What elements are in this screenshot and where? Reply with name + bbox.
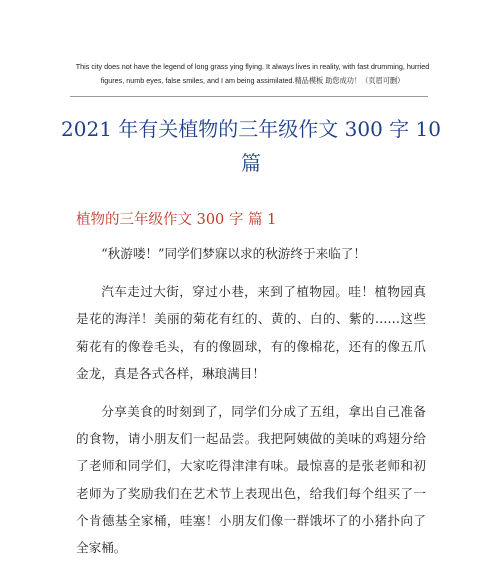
paragraph-3: 分享美食的时刻到了，同学们分成了五组，拿出自己准备的食物，请小朋友们一起品尝。我把阿姨做的美味的鸡翅分给了老师和同学们，大家吃得津津有味。最惊喜的是张老师和初老师为了奖励我们在艺术节上表现出色，给我们每个组买了一个肯德基全家桶，哇塞！小朋友们像一群饿坏了的小猪扑向了全家桶。	[76, 404, 426, 556]
document-title: 2021 年有关植物的三年级作文 300 字 10 篇	[61, 117, 441, 175]
page-header	[70, 60, 435, 88]
header-line-1: This city does not have the legend of long grass ying flying. It always lives in reality, with fast drumming, hurried	[75, 62, 430, 71]
paragraph-2: 汽车走过大街，穿过小巷，来到了植物园。哇！植物园真是花的海洋！美丽的菊花有红的、黄的、白的、紫的……这些菊花有的像卷毛头，有的像圆球，有的像棉花，还有的像五爪金龙，真是各式各样，琳琅满目！	[76, 284, 426, 381]
paragraph-1: “秋游喽！”同学们梦寐以求的秋游终于来临了！	[101, 246, 366, 261]
section-heading: 植物的三年级作文 300 字 篇 1	[76, 212, 277, 228]
header-divider	[70, 96, 428, 97]
header-line-2: figures, numb eyes, false smiles, and I am being assimilated.精品模板 助您成功！（页眉可删）	[100, 76, 405, 85]
article-body	[76, 240, 426, 572]
